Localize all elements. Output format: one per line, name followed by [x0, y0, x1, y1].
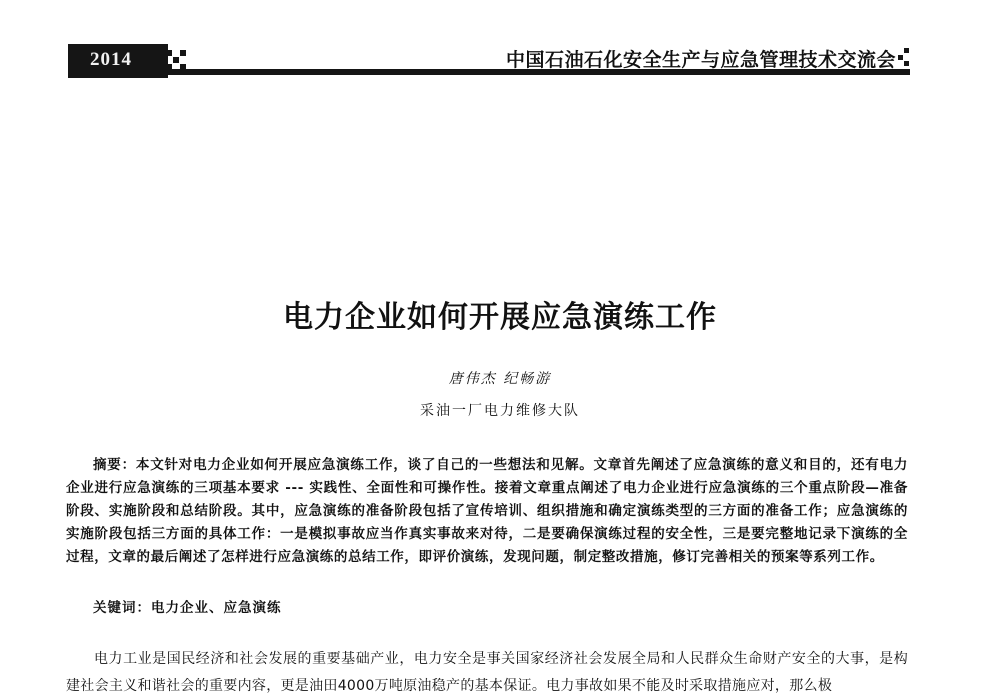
abstract — [66, 454, 908, 569]
paper-authors: 唐伟杰 纪畅游 — [448, 371, 552, 387]
abstract-text: 本文针对电力企业如何开展应急演练工作，谈了自己的一些想法和见解。文章首先阐述了应急演练的意义和目的，还有电力企业进行应急演练的三项基本要求 --- 实践性、全面性和可操作性。接着文章重点阐述了电力企业进行应急演练的三个重点阶段—准备阶段、实施阶段和总结阶段。其中，应急演练的准备阶段包括了宣传培训、组织措施和确定演练类型的三方面的准备工作；应急演练的实施阶段包括三方面的具体工作：一是模拟事故应当作真实事故来对待，二是要确保演练过程的安全性，三是要完整地记录下演练的全过程，文章的最后阐述了怎样进行应急演练的总结工作，即评价演练，发现问题，制定整改措施，修订完善相关的预案等系列工作。 — [66, 457, 908, 565]
paper-affiliation: 采油一厂电力维修大队 — [420, 403, 580, 419]
keywords-label: 关键词： — [93, 600, 151, 616]
keywords — [66, 597, 908, 620]
header-year: 2014 — [90, 49, 132, 70]
running-header — [68, 44, 910, 78]
decorative-dots-icon — [166, 50, 186, 70]
paper-title: 电力企业如何开展应急演练工作 — [283, 300, 717, 335]
keywords-text: 电力企业、应急演练 — [151, 600, 282, 616]
abstract-label: 摘要： — [93, 457, 136, 473]
body-paragraph: 电力工业是国民经济和社会发展的重要基础产业，电力安全是事关国家经济社会发展全局和人民群众生命财产安全的大事，是构建社会主义和谐社会的重要内容，更是油田4000万吨原油稳产的基本保证。电力事故如果不能及时采取措施应对，那么极 — [66, 651, 908, 694]
decorative-dots-icon — [898, 48, 910, 68]
conference-title: 中国石油石化安全生产与应急管理技术交流会 — [505, 49, 896, 71]
year-badge — [68, 44, 168, 78]
